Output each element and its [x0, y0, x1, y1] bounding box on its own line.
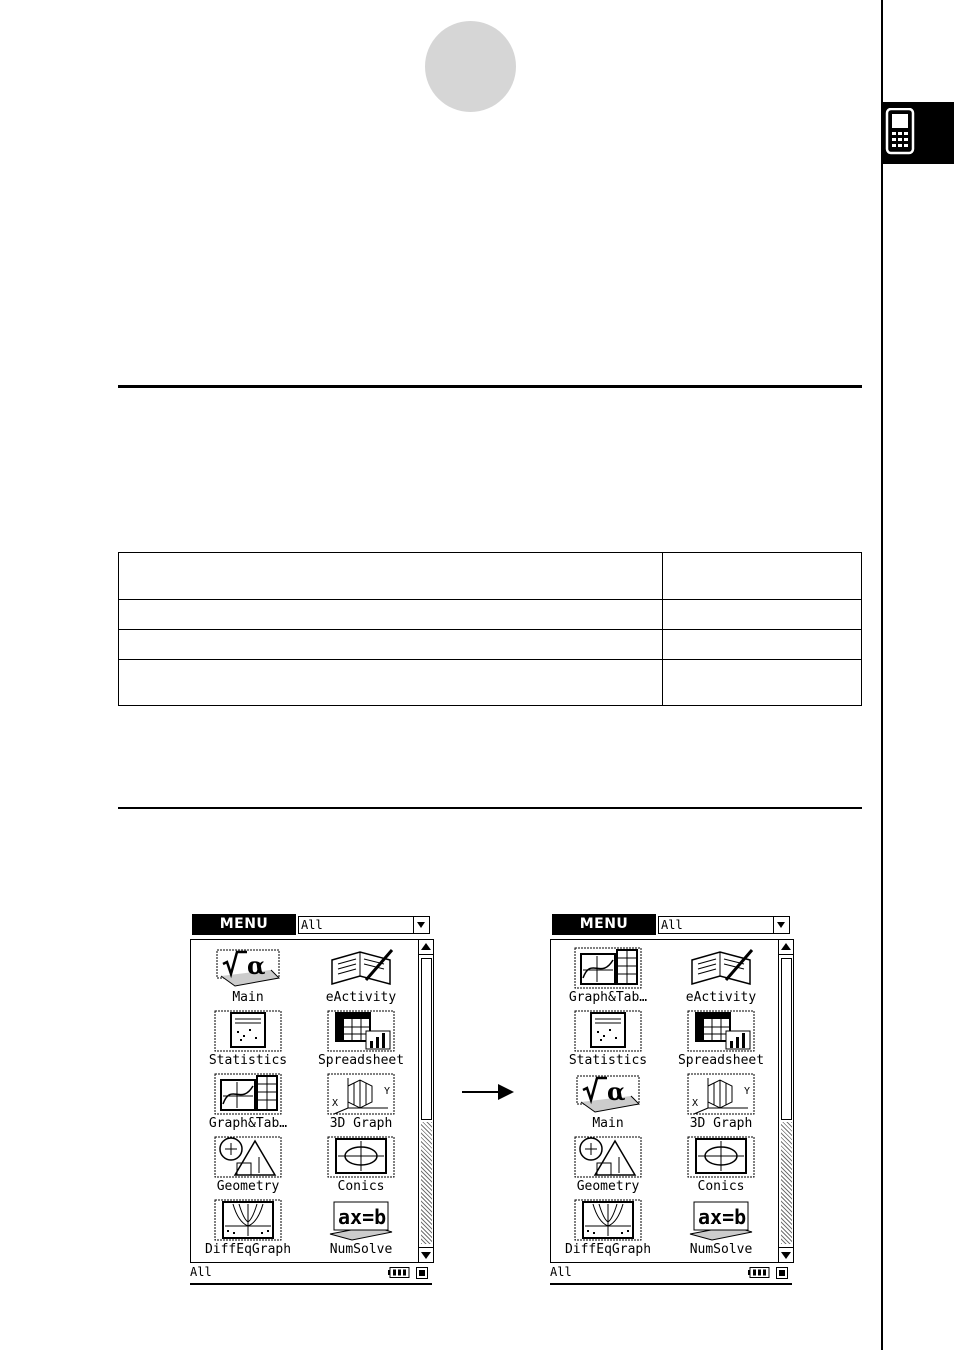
- arrow-right-icon: [462, 1082, 516, 1102]
- app-label: Geometry: [216, 1179, 280, 1194]
- app-item[interactable]: [304, 1133, 418, 1196]
- menu-button[interactable]: MENU: [192, 914, 296, 935]
- geometry-icon[interactable]: [213, 1135, 283, 1179]
- dropdown-value: All: [661, 918, 683, 932]
- table-cell: [663, 553, 862, 600]
- info-table: [118, 552, 862, 706]
- table-cell: [119, 600, 663, 630]
- app-label: Conics: [697, 1179, 745, 1194]
- svg-text:ax=b: ax=b: [338, 1205, 387, 1229]
- app-item[interactable]: [191, 944, 305, 1007]
- menu-button[interactable]: MENU: [552, 914, 656, 935]
- diffeqgraph-icon[interactable]: [573, 1198, 643, 1242]
- main-icon[interactable]: [573, 1072, 643, 1116]
- chevron-down-icon[interactable]: [413, 917, 429, 933]
- app-grid: [550, 939, 794, 1263]
- battery-icon: [388, 1267, 410, 1278]
- menu-screen-after: [550, 914, 794, 1286]
- dropdown-value: All: [301, 918, 323, 932]
- app-item[interactable]: [191, 1007, 305, 1070]
- status-text: All: [550, 1265, 572, 1279]
- 3d-graph-icon[interactable]: [326, 1072, 396, 1116]
- app-label: Graph&Tab…: [568, 990, 648, 1005]
- app-label: Conics: [337, 1179, 385, 1194]
- svg-text:Y: Y: [384, 1086, 391, 1097]
- app-item[interactable]: [664, 1070, 778, 1133]
- table-cell: [663, 630, 862, 660]
- chevron-down-icon[interactable]: [773, 917, 789, 933]
- scroll-up-button[interactable]: [419, 940, 433, 955]
- app-label: eActivity: [325, 990, 397, 1005]
- svg-text:α: α: [607, 1077, 626, 1106]
- scroll-down-button[interactable]: [419, 1247, 433, 1262]
- app-label: eActivity: [685, 990, 757, 1005]
- app-label: Main: [592, 1116, 624, 1131]
- status-bar: [550, 1263, 792, 1285]
- keyboard-toggle-icon[interactable]: [416, 1267, 428, 1279]
- calculator-icon: [885, 108, 917, 156]
- app-label: DiffEqGraph: [204, 1242, 292, 1257]
- diffeqgraph-icon[interactable]: [213, 1198, 283, 1242]
- app-label: 3D Graph: [329, 1116, 393, 1131]
- scrollbar[interactable]: [418, 940, 433, 1262]
- margin-rule: [881, 0, 883, 1350]
- table-cell: [663, 660, 862, 706]
- eactivity-icon[interactable]: [686, 946, 756, 990]
- table-row: [119, 600, 862, 630]
- numsolve-icon[interactable]: [326, 1198, 396, 1242]
- main-icon[interactable]: [213, 946, 283, 990]
- app-label: Statistics: [208, 1053, 288, 1068]
- app-label: Spreadsheet: [677, 1053, 765, 1068]
- table-row: [119, 553, 862, 600]
- table-row: [119, 630, 862, 660]
- table-row: [119, 660, 862, 706]
- conics-icon[interactable]: [326, 1135, 396, 1179]
- app-item[interactable]: [551, 1070, 665, 1133]
- status-bar: [190, 1263, 432, 1285]
- category-dropdown[interactable]: [298, 916, 430, 934]
- table-cell: [663, 600, 862, 630]
- scrollbar[interactable]: [778, 940, 793, 1262]
- svg-text:α: α: [247, 951, 266, 980]
- battery-icon: [748, 1267, 770, 1278]
- svg-text:Y: Y: [744, 1086, 751, 1097]
- scroll-thumb[interactable]: [781, 958, 792, 1120]
- app-label: Main: [232, 990, 264, 1005]
- scroll-track[interactable]: [421, 1122, 432, 1244]
- svg-text:X: X: [692, 1098, 699, 1109]
- app-item[interactable]: [304, 1007, 418, 1070]
- graph-table-icon[interactable]: [213, 1072, 283, 1116]
- conics-icon[interactable]: [686, 1135, 756, 1179]
- app-item[interactable]: [664, 944, 778, 1007]
- app-label: DiffEqGraph: [564, 1242, 652, 1257]
- app-item[interactable]: [304, 1196, 418, 1259]
- app-item[interactable]: [551, 1196, 665, 1259]
- app-label: NumSolve: [689, 1242, 753, 1257]
- app-item[interactable]: [304, 944, 418, 1007]
- app-item[interactable]: [191, 1196, 305, 1259]
- app-label: Graph&Tab…: [208, 1116, 288, 1131]
- scroll-down-button[interactable]: [779, 1247, 793, 1262]
- keyboard-toggle-icon[interactable]: [776, 1267, 788, 1279]
- geometry-icon[interactable]: [573, 1135, 643, 1179]
- svg-text:ax=b: ax=b: [698, 1205, 747, 1229]
- scroll-track[interactable]: [781, 1122, 792, 1244]
- eactivity-icon[interactable]: [326, 946, 396, 990]
- category-dropdown[interactable]: [658, 916, 790, 934]
- app-label: Statistics: [568, 1053, 648, 1068]
- chapter-tab: [882, 102, 954, 164]
- app-item[interactable]: [551, 1007, 665, 1070]
- statistics-icon[interactable]: [213, 1009, 283, 1053]
- 3d-graph-icon[interactable]: [686, 1072, 756, 1116]
- scroll-up-button[interactable]: [779, 940, 793, 955]
- spreadsheet-icon[interactable]: [326, 1009, 396, 1053]
- app-label: Geometry: [576, 1179, 640, 1194]
- app-item[interactable]: [551, 944, 665, 1007]
- graph-table-icon[interactable]: [573, 946, 643, 990]
- menu-screen-before: [190, 914, 434, 1286]
- spreadsheet-icon[interactable]: [686, 1009, 756, 1053]
- app-item[interactable]: [191, 1070, 305, 1133]
- svg-text:X: X: [332, 1098, 339, 1109]
- app-item[interactable]: [191, 1133, 305, 1196]
- table-cell: [119, 553, 663, 600]
- app-label: NumSolve: [329, 1242, 393, 1257]
- app-item[interactable]: [551, 1133, 665, 1196]
- status-text: All: [190, 1265, 212, 1279]
- chapter-marker-circle: [425, 21, 516, 112]
- statistics-icon[interactable]: [573, 1009, 643, 1053]
- app-item[interactable]: [304, 1070, 418, 1133]
- table-cell: [119, 630, 663, 660]
- app-label: Spreadsheet: [317, 1053, 405, 1068]
- section-rule-top: [118, 385, 862, 388]
- app-item[interactable]: [664, 1133, 778, 1196]
- app-item[interactable]: [664, 1196, 778, 1259]
- section-rule-bottom: [118, 807, 862, 809]
- app-grid: [190, 939, 434, 1263]
- numsolve-icon[interactable]: [686, 1198, 756, 1242]
- table-cell: [119, 660, 663, 706]
- app-label: 3D Graph: [689, 1116, 753, 1131]
- app-item[interactable]: [664, 1007, 778, 1070]
- scroll-thumb[interactable]: [421, 958, 432, 1120]
